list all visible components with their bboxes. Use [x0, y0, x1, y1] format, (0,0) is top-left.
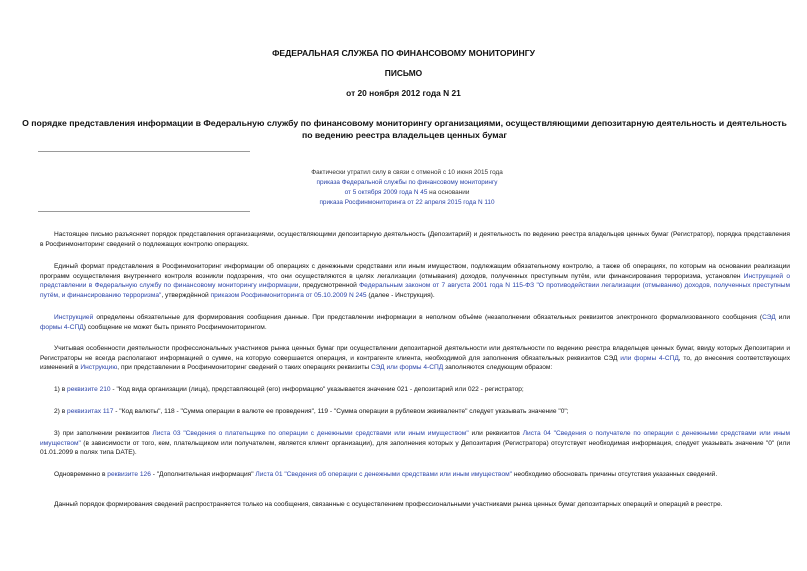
agency-name: ФЕДЕРАЛЬНАЯ СЛУЖБА ПО ФИНАНСОВОМУ МОНИТОРИНГУ — [272, 48, 535, 58]
paragraph-text: 3) при заполнении реквизитов — [54, 430, 153, 437]
paragraph-8 — [40, 470, 790, 480]
status-note — [252, 168, 562, 208]
paragraph-4 — [40, 344, 790, 373]
divider-top — [38, 151, 250, 152]
form-4spd-link[interactable]: формы 4-СПД — [40, 323, 84, 331]
federal-law-link[interactable]: Федеральным законом от 7 августа 2001 года N 115-ФЗ "О противодействии легализации (отмыванию) доходов, полученных преступным путём, и финансированию терроризма" — [40, 282, 790, 299]
paragraph-text: , при представлении в Росфинмониторинг сведений о таких операциях реквизиты — [117, 364, 371, 372]
paragraph-text: необходимо обосновать причины отсутствия указанных сведений. — [512, 471, 718, 478]
paragraph-text: 1) в — [54, 386, 68, 393]
divider-bottom — [38, 211, 250, 212]
requisite-117-link[interactable]: реквизитах 117 — [67, 408, 114, 415]
instruction-link[interactable]: Инструкцию — [80, 364, 118, 372]
requisite-210-link[interactable]: реквизите 210 — [67, 386, 111, 393]
paragraph-text: или реквизитов — [468, 430, 523, 437]
sheet-03-link[interactable]: Листа 03 "Сведения о плательщике по операции с денежными средствами или иным имуществом" — [152, 430, 469, 437]
paragraph-1: Настоящее письмо разъясняет порядок представления организациями, осуществляющими депозитарную деятельность (Депозитарий) и деятельность по ведению реестра владельцев ценных бумаг (Регистратор), порядка представления в Росфинмониторинг сведений о подлежащих контролю операциях. — [40, 231, 790, 248]
sed-link[interactable]: СЭД — [762, 314, 776, 321]
paragraph-9: Данный порядок формирования сведений распространяется только на сообщения, связанные с осуществлением профессиональными участниками рынка ценных бумаг депозитарных операций и операций в реестре. — [54, 501, 723, 508]
paragraph-3 — [40, 313, 790, 332]
sheet-04-link[interactable]: Листа 04 "Сведения о получателе по операции с денежными средствами или иным имуществом" — [40, 430, 790, 447]
paragraph-text: Учитывая особенности деятельности профессиональных участников рынка ценных бумаг при осуществлении депозитарной деятельности или деятельности по ведению реестра владельцев ценных бумаг, ввиду которых Депозитарии и Регистраторы не всегда располагают информацией о сумме, на которую совершается операция, и контрагенте клиента, необходимой для заполнения обязательных реквизитов СЭД — [40, 345, 790, 362]
order-245-link[interactable]: приказом Росфинмониторинга от 05.10.2009 N 245 — [210, 291, 367, 299]
order-link[interactable]: приказа Федеральной службы по финансовому мониторингу — [316, 179, 498, 186]
rosfin-order-link[interactable]: приказа Росфинмониторинга от 22 апреля 2015 года N 110 — [319, 199, 495, 206]
paragraph-text: , предусмотренной — [298, 282, 360, 290]
paragraph-text: , то, до внесения соответствующих изменений в — [40, 354, 791, 372]
sheet-01-link[interactable]: Листа 01 "Сведения об операции с денежными средствами или иным имуществом" — [255, 471, 512, 478]
paragraph-text: - "Код вида организации (лица), представляющей (его) информацию" указывается значение 021 - депозитарий или 022 - регистратор; — [110, 386, 524, 393]
paragraph-text: Единый формат представления в Росфинмониторинг информации об операциях с денежными средствами или иным имуществом, подлежащим обязательному контролю, а также об операциях, по которым на основании реализации программ осуществления внутреннего контроля возникли подозрения, что они осуществляются в целях легализации (отмывания) доходов, полученных преступным путём, или финансирования терроризма, установлен — [40, 263, 790, 280]
paragraph-text: - "Код валюты", 118 - "Сумма операции в валюте ее проведения", 119 - "Сумма операции в рублевом эквиваленте" следует указывать значение "0"; — [113, 408, 569, 415]
document-title: О порядке представления информации в Федеральную службу по финансовому мониторингу организациями, осуществляющими депозитарную деятельность и деятельность по ведению реестра владельцев ценных бумаг — [22, 118, 787, 140]
paragraph-text: , утверждённой — [161, 291, 211, 299]
paragraph-text: ) сообщение не может быть принято Росфинмониторингом. — [83, 323, 267, 331]
status-note-line: Фактически утратил силу в связи с отменой с 10 июня 2015 года — [311, 169, 503, 176]
paragraph-text: Одновременно в — [54, 471, 108, 478]
document-type: ПИСЬМО — [384, 68, 423, 78]
instruction-link[interactable]: Инструкцией — [54, 314, 94, 321]
requisite-126-link[interactable]: реквизите 126 — [107, 471, 151, 478]
paragraph-5 — [40, 385, 790, 395]
status-note-text: на основании — [427, 189, 470, 196]
paragraph-text: или — [775, 314, 791, 321]
instruction-link[interactable]: Инструкцией о представлении в Федеральную службу по финансовому мониторингу информации — [40, 272, 790, 290]
paragraph-text: (в зависимости от того, кем, плательщиком или получателем, является клиент организации), для заполнения которых у Депозитария (Регистратора) отсутствует необходимая информация, следует указывать значение "0" (или 01.01.2099 в полях типа DATE). — [40, 439, 790, 457]
paragraph-text: 2) в — [54, 408, 68, 415]
paragraph-6 — [40, 407, 790, 417]
paragraph-7 — [40, 429, 790, 458]
paragraph-2 — [40, 262, 790, 300]
order-date-link[interactable]: от 5 октября 2009 года N 45 — [344, 189, 428, 196]
paragraph-text: заполняются следующим образом: — [443, 364, 553, 372]
paragraph-text: (далее - Инструкция). — [366, 291, 435, 299]
document-date: от 20 ноября 2012 года N 21 — [346, 88, 461, 98]
paragraph-text: - "Дополнительная информация" — [150, 471, 256, 478]
form-4spd-link[interactable]: или формы 4-СПД — [620, 354, 679, 362]
sed-form-link[interactable]: СЭД или формы 4-СПД — [370, 364, 444, 372]
paragraph-text: определены обязательные для формирования сообщения данные. При представлении информации в неполном объёме (незаполнении обязательных реквизитов электронного формализованного сообщения ( — [93, 314, 763, 321]
